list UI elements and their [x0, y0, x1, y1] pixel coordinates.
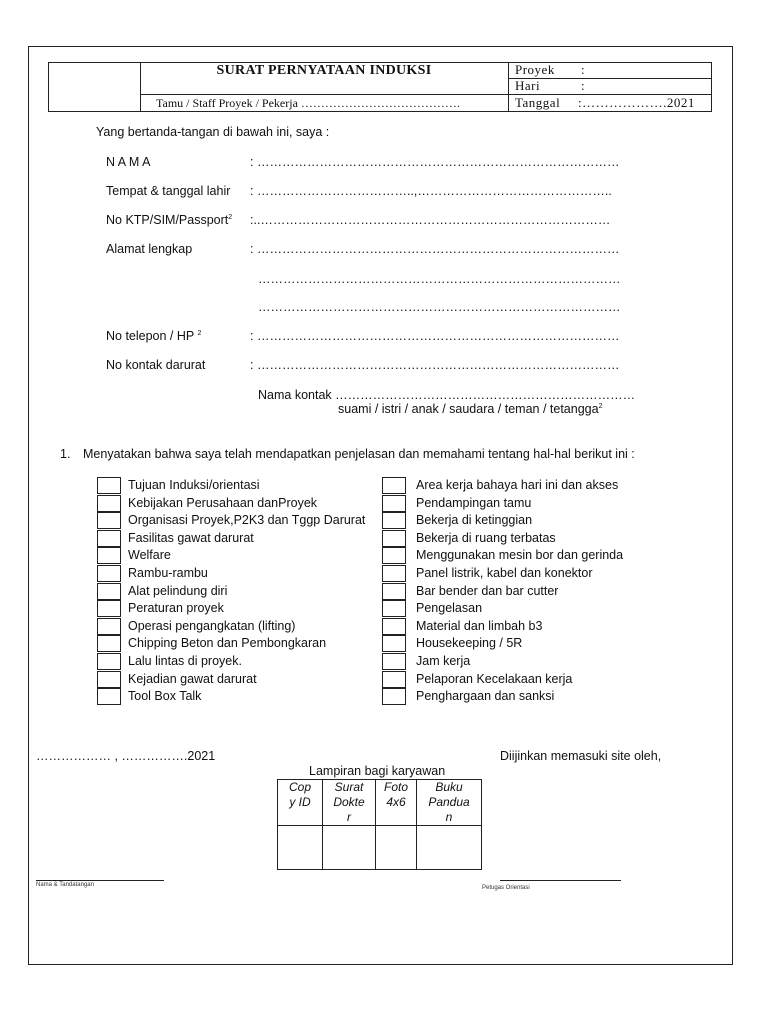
checkbox-left-4[interactable] [97, 530, 121, 547]
place-date: ……………… , …………….2021 [36, 749, 216, 763]
field-label-alamat: Alamat lengkap [106, 242, 193, 256]
field-value-nama: : …………………………………………………………………………… [250, 155, 620, 169]
checklist-label-right-10: Housekeeping / 5R [416, 636, 523, 650]
checklist-label-right-3: Bekerja di ketinggian [416, 513, 533, 527]
checkbox-left-8[interactable] [97, 600, 121, 617]
checklist-label-right-12: Pelaporan Kecelakaan kerja [416, 672, 573, 686]
checkbox-right-5[interactable] [382, 547, 406, 564]
lampiran-check-foto[interactable] [376, 826, 417, 870]
checkbox-left-5[interactable] [97, 547, 121, 564]
checkbox-left-13[interactable] [97, 688, 121, 705]
field-value-alamat-2: …………………………………………………………………………… [258, 272, 621, 286]
field-value-alamat-1: : …………………………………………………………………………… [250, 242, 620, 256]
checkbox-right-3[interactable] [382, 512, 406, 529]
lampiran-title: Lampiran bagi karyawan [309, 764, 446, 778]
intro-text: Yang bertanda-tangan di bawah ini, saya : [96, 125, 330, 139]
checkbox-right-8[interactable] [382, 600, 406, 617]
checkbox-left-12[interactable] [97, 671, 121, 688]
statement-text: Menyatakan bahwa saya telah mendapatkan penjelasan dan memahami tentang hal-hal berikut ini : [83, 447, 635, 461]
checklist-label-left-1: Tujuan Induksi/orientasi [128, 478, 260, 492]
checklist-label-right-1: Area kerja bahaya hari ini dan akses [416, 478, 619, 492]
lampiran-col-buku-panduan: Buku Pandua n [417, 780, 482, 826]
checkbox-left-6[interactable] [97, 565, 121, 582]
checkbox-right-6[interactable] [382, 565, 406, 582]
checkbox-right-4[interactable] [382, 530, 406, 547]
checkbox-right-7[interactable] [382, 583, 406, 600]
checklist-label-left-10: Chipping Beton dan Pembongkaran [128, 636, 327, 650]
field-value-darurat: : …………………………………………………………………………… [250, 358, 620, 372]
nama-kontak: Nama kontak ……………………………………………………………… [258, 388, 636, 402]
field-value-telepon: : …………………………………………………………………………… [250, 329, 620, 343]
checklist-label-right-4: Bekerja di ruang terbatas [416, 531, 556, 545]
hari-value: : [581, 78, 586, 93]
checkbox-right-9[interactable] [382, 618, 406, 635]
signature-caption-left: Nama & Tandatangan [36, 882, 94, 888]
field-label-ktp: No KTP/SIM/Passport$^2$ [106, 213, 233, 227]
tanggal-label: Tanggal [515, 95, 561, 110]
checkbox-left-2[interactable] [97, 495, 121, 512]
header-subtitle: Tamu / Staff Proyek / Pekerja …………………………………. [156, 96, 460, 110]
lampiran-col-foto: Foto 4x6 [376, 780, 417, 826]
checklist-label-left-7: Alat pelindung diri [128, 584, 228, 598]
checklist-label-left-11: Lalu lintas di proyek. [128, 654, 242, 668]
checkbox-right-13[interactable] [382, 688, 406, 705]
checkbox-right-2[interactable] [382, 495, 406, 512]
document-title: SURAT PERNYATAAN INDUKSI [216, 63, 432, 78]
field-value-alamat-3: …………………………………………………………………………… [258, 300, 621, 314]
checkbox-left-7[interactable] [97, 583, 121, 600]
checkbox-right-11[interactable] [382, 653, 406, 670]
lampiran-table [277, 779, 482, 870]
field-value-ktp: :..………………………………………………………………………… [250, 213, 611, 227]
checkbox-right-12[interactable] [382, 671, 406, 688]
checkbox-left-10[interactable] [97, 635, 121, 652]
checklist-label-left-12: Kejadian gawat darurat [128, 672, 257, 686]
checklist-label-left-13: Tool Box Talk [128, 689, 202, 703]
lampiran-col-surat-dokter: Surat Dokte r [323, 780, 376, 826]
signature-caption-right: Petugas Orientasi [482, 885, 530, 891]
checkbox-right-1[interactable] [382, 477, 406, 494]
checklist-label-left-8: Peraturan proyek [128, 601, 224, 615]
field-label-darurat: No kontak darurat [106, 358, 206, 372]
checkbox-right-10[interactable] [382, 635, 406, 652]
statement-number: 1. [60, 447, 71, 461]
field-value-ttl: : ………………………………..,……………………………………….. [250, 184, 612, 198]
tanggal-value: :……………….2021 [578, 95, 695, 110]
checklist-label-right-7: Bar bender dan bar cutter [416, 584, 559, 598]
checklist-label-right-13: Penghargaan dan sanksi [416, 689, 555, 703]
relations: suami / istri / anak / saudara / teman / tetangga$^2$ [338, 402, 603, 416]
lampiran-check-surat-dokter[interactable] [323, 826, 376, 870]
checklist-label-left-3: Organisasi Proyek,P2K3 dan Tggp Darurat [128, 513, 366, 527]
signature-line-right [500, 880, 621, 881]
header-divider-2 [508, 62, 509, 112]
checklist-label-right-6: Panel listrik, kabel dan konektor [416, 566, 593, 580]
checklist-label-left-2: Kebijakan Perusahaan danProyek [128, 496, 318, 510]
checkbox-left-3[interactable] [97, 512, 121, 529]
checklist-label-left-6: Rambu-rambu [128, 566, 208, 580]
permission-text: Diijinkan memasuki site oleh, [500, 749, 662, 763]
checklist-label-right-9: Material dan limbah b3 [416, 619, 543, 633]
checklist-label-right-11: Jam kerja [416, 654, 471, 668]
lampiran-check-buku-panduan[interactable] [417, 826, 482, 870]
checklist-label-right-8: Pengelasan [416, 601, 483, 615]
checklist-label-left-9: Operasi pengangkatan (lifting) [128, 619, 296, 633]
field-label-ttl: Tempat & tanggal lahir [106, 184, 231, 198]
checklist-label-left-4: Fasilitas gawat darurat [128, 531, 254, 545]
checkbox-left-9[interactable] [97, 618, 121, 635]
signature-line-left [36, 880, 164, 881]
checklist-label-right-5: Menggunakan mesin bor dan gerinda [416, 548, 624, 562]
proyek-label: Proyek [515, 62, 555, 77]
lampiran-col-copy-id: Cop y ID [278, 780, 323, 826]
field-label-nama: N A M A [106, 155, 151, 169]
checklist-label-left-5: Welfare [128, 548, 171, 562]
lampiran-check-copy-id[interactable] [278, 826, 323, 870]
checkbox-left-11[interactable] [97, 653, 121, 670]
hari-label: Hari [515, 78, 541, 93]
field-label-telepon: No telepon / HP $^2$ [106, 329, 202, 343]
checkbox-left-1[interactable] [97, 477, 121, 494]
proyek-value: : [581, 62, 586, 77]
checklist-label-right-2: Pendampingan tamu [416, 496, 532, 510]
